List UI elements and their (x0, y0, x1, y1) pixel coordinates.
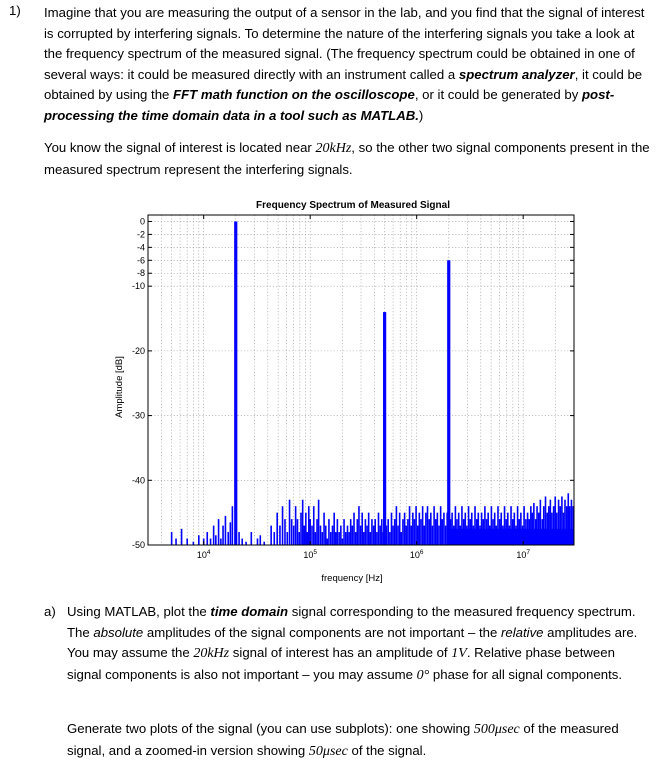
peak-bar (383, 312, 386, 545)
location-text-2: , so the other two signal components present in the measured spectrum represent the interfering signals. (44, 140, 650, 177)
y-tick-label: -50 (131, 540, 145, 550)
y-tick-label: 0 (139, 216, 145, 227)
x-tick-exponent: 4 (206, 549, 211, 556)
plots-math-500usec: 500μsec (473, 722, 520, 737)
x-axis-label: frequency [Hz] (321, 573, 383, 584)
noise-band (449, 529, 574, 545)
frequency-spectrum-chart (108, 192, 578, 588)
y-tick-label: -40 (131, 475, 145, 486)
part-a-math-0deg: 0° (416, 667, 430, 683)
y-tick-label: -8 (136, 268, 145, 279)
y-tick-label: -30 (131, 410, 145, 421)
x-tick-label: $10^6$ (409, 549, 424, 560)
signal-location-paragraph (44, 138, 650, 180)
chart-title: Frequency Spectrum of Measured Signal (256, 200, 450, 211)
part-a-text-1: Using MATLAB, plot the (67, 604, 211, 619)
x-tick-exponent: 5 (313, 549, 318, 556)
x-tick-label: $10^4$ (196, 549, 211, 560)
plots-text-3: of the signal. (347, 742, 427, 758)
plot-frame (148, 215, 574, 545)
part-a-plots-paragraph (67, 719, 650, 762)
part-a-italic-absolute: absolute (93, 624, 144, 640)
part-a-text-3: amplitudes of the signal components are not important – the (143, 624, 501, 640)
y-tick-label: -4 (136, 242, 145, 253)
x-tick-exponent: 7 (526, 549, 531, 556)
part-a-math-20khz: 20kHz (193, 646, 230, 661)
x-tick-label: $10^7$ (516, 549, 531, 560)
y-tick-label: -6 (136, 255, 145, 266)
peak-bar (234, 221, 237, 545)
location-math-20khz: 20kHz (315, 141, 352, 156)
x-tick-label: $10^5$ (303, 549, 318, 560)
noise-floor-bars (172, 493, 574, 545)
part-a-text-5: signal of interest has an amplitude of (229, 645, 452, 660)
part-a-text-2: signal corresponding to the measured frequency spectrum. The (67, 604, 636, 640)
plots-text-1: Generate two plots of the signal (you can use subplots): one showing (67, 721, 474, 736)
question-number: 1) (9, 3, 21, 18)
intro-bold-matlab: post-processing the time domain data in a tool such as MATLAB. (44, 87, 615, 123)
intro-text-1: Imagine that you are measuring the output of a sensor in the lab, and you find that the signal of interest is corrupted by interfering signals. To determine the nature of the interfering signals you take a look at the frequency spectrum of the measured signal. (The frequency spectrum could be obtained in one of several ways: it could be measured directly with an instrument called a (44, 5, 645, 82)
peak-bar (447, 260, 450, 545)
intro-text-4: ) (418, 107, 424, 123)
location-text-1: You know the signal of interest is located near (44, 140, 316, 155)
plots-math-50usec: 50μsec (308, 743, 348, 759)
part-a-paragraph (67, 602, 650, 686)
y-tick-label: -10 (131, 281, 145, 292)
intro-bold-fft: FFT math function on the oscilloscope (173, 87, 415, 102)
part-a-text-6: . Relative phase between signal components is also not important – you may assume (67, 645, 615, 682)
part-a-text-7: phase for all signal components. (429, 666, 623, 682)
question-intro-paragraph (44, 3, 650, 126)
intro-text-3: , or it could be generated by (414, 87, 582, 102)
intro-text-2: , it could be obtained by using the (44, 66, 643, 102)
part-a-math-1v: 1V (451, 646, 467, 661)
part-a-text-4: amplitudes are. You may assume the (67, 624, 638, 660)
intro-bold-spectrum-analyzer: spectrum analyzer (458, 66, 575, 82)
part-a-bold-time-domain: time domain (210, 604, 289, 619)
y-tick-label: -2 (136, 229, 145, 240)
y-tick-label: -20 (131, 345, 145, 356)
grid (148, 215, 574, 545)
plots-text-2: of the measured signal, and a zoomed-in version showing (67, 721, 619, 758)
axis-ticks (132, 215, 574, 560)
y-axis-label: Amplitude [dB] (114, 356, 125, 418)
part-a-label: a) (44, 604, 56, 619)
part-a-italic-relative: relative (501, 624, 544, 640)
x-tick-exponent: 6 (419, 549, 424, 556)
